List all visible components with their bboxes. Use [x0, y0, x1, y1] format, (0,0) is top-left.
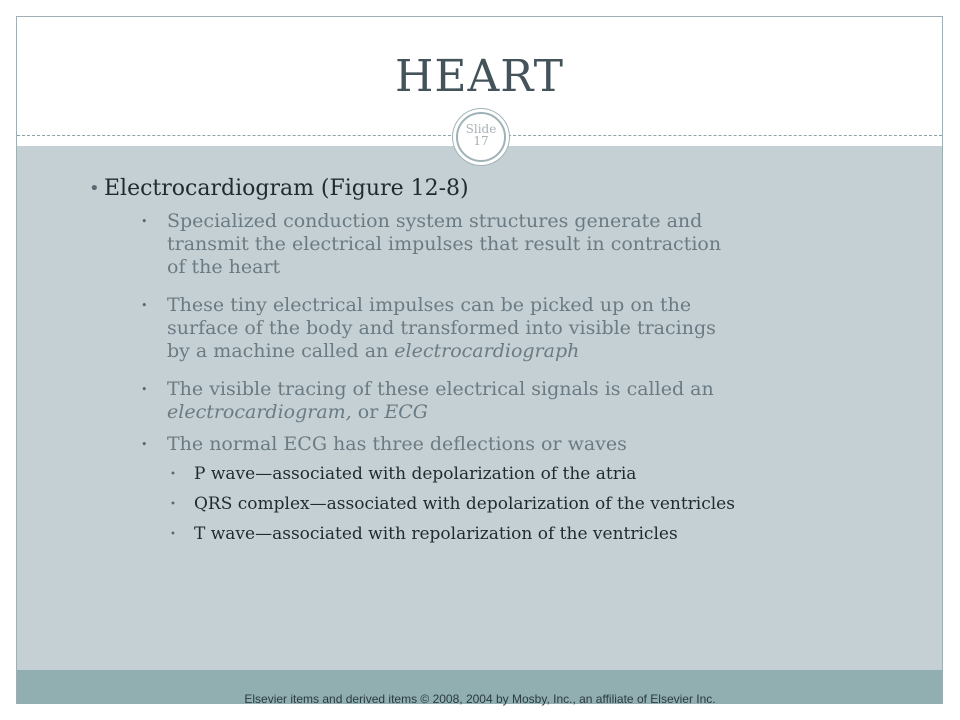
bullet-level3 — [170, 494, 894, 515]
bullet-text: P wave—associated with depolarization of the atria — [194, 464, 637, 484]
bullet-emphasis: ECG — [384, 401, 428, 423]
bullet-line: The normal ECG has three deflections or waves — [167, 433, 627, 455]
bullet-level2 — [141, 433, 887, 456]
bullet-dot-icon: • — [141, 438, 148, 451]
bullet-level3 — [170, 464, 894, 485]
bullet-line: The visible tracing of these electrical signals is called an — [167, 378, 714, 400]
bullet-level2 — [141, 378, 887, 424]
bullet-level2 — [141, 294, 887, 363]
copyright-notice: Elsevier items and derived items © 2008, 2004 by Mosby, Inc., an affiliate of Elsevier Inc. — [244, 692, 716, 706]
bullet-line — [167, 340, 887, 363]
bullet-text: T wave—associated with repolarization of the ventricles — [194, 524, 678, 544]
bullet-emphasis: electrocardiograph — [394, 340, 580, 362]
bullet-dot-icon: • — [141, 383, 148, 396]
bullet-line: Specialized conduction system structures generate and — [167, 210, 703, 232]
bullet-text: QRS complex—associated with depolarization of the ventricles — [194, 494, 735, 514]
bullet-dot-icon: • — [170, 529, 176, 540]
bullet-line — [167, 401, 887, 424]
slide-badge-label: Slide — [465, 122, 497, 136]
slide-frame — [16, 16, 943, 704]
bullet-dot-icon: • — [89, 178, 100, 199]
bullet-line: These tiny electrical impulses can be picked up on the — [167, 294, 692, 316]
bullet-dot-icon: • — [170, 499, 176, 510]
bullet-line: surface of the body and transformed into visible tracings — [167, 317, 716, 339]
slide-badge-number: 17 — [473, 134, 489, 148]
bullet-dot-icon: • — [141, 215, 148, 228]
bullet-emphasis: electrocardiogram, — [167, 401, 352, 423]
slide-number-badge — [456, 112, 506, 162]
bullet-text: or — [351, 401, 385, 423]
bullet-level1 — [89, 176, 469, 202]
bullet-dot-icon: • — [170, 469, 176, 480]
bullet-line: of the heart — [167, 256, 281, 278]
bullet-text: by a machine called an — [167, 340, 395, 362]
bullet-dot-icon: • — [141, 299, 148, 312]
bullet-text: Electrocardiogram (Figure 12-8) — [104, 176, 469, 201]
bullet-line: transmit the electrical impulses that result in contraction — [167, 233, 722, 255]
slide-title: HEART — [395, 51, 564, 102]
bullet-level2 — [141, 210, 887, 279]
bullet-level3 — [170, 524, 894, 545]
